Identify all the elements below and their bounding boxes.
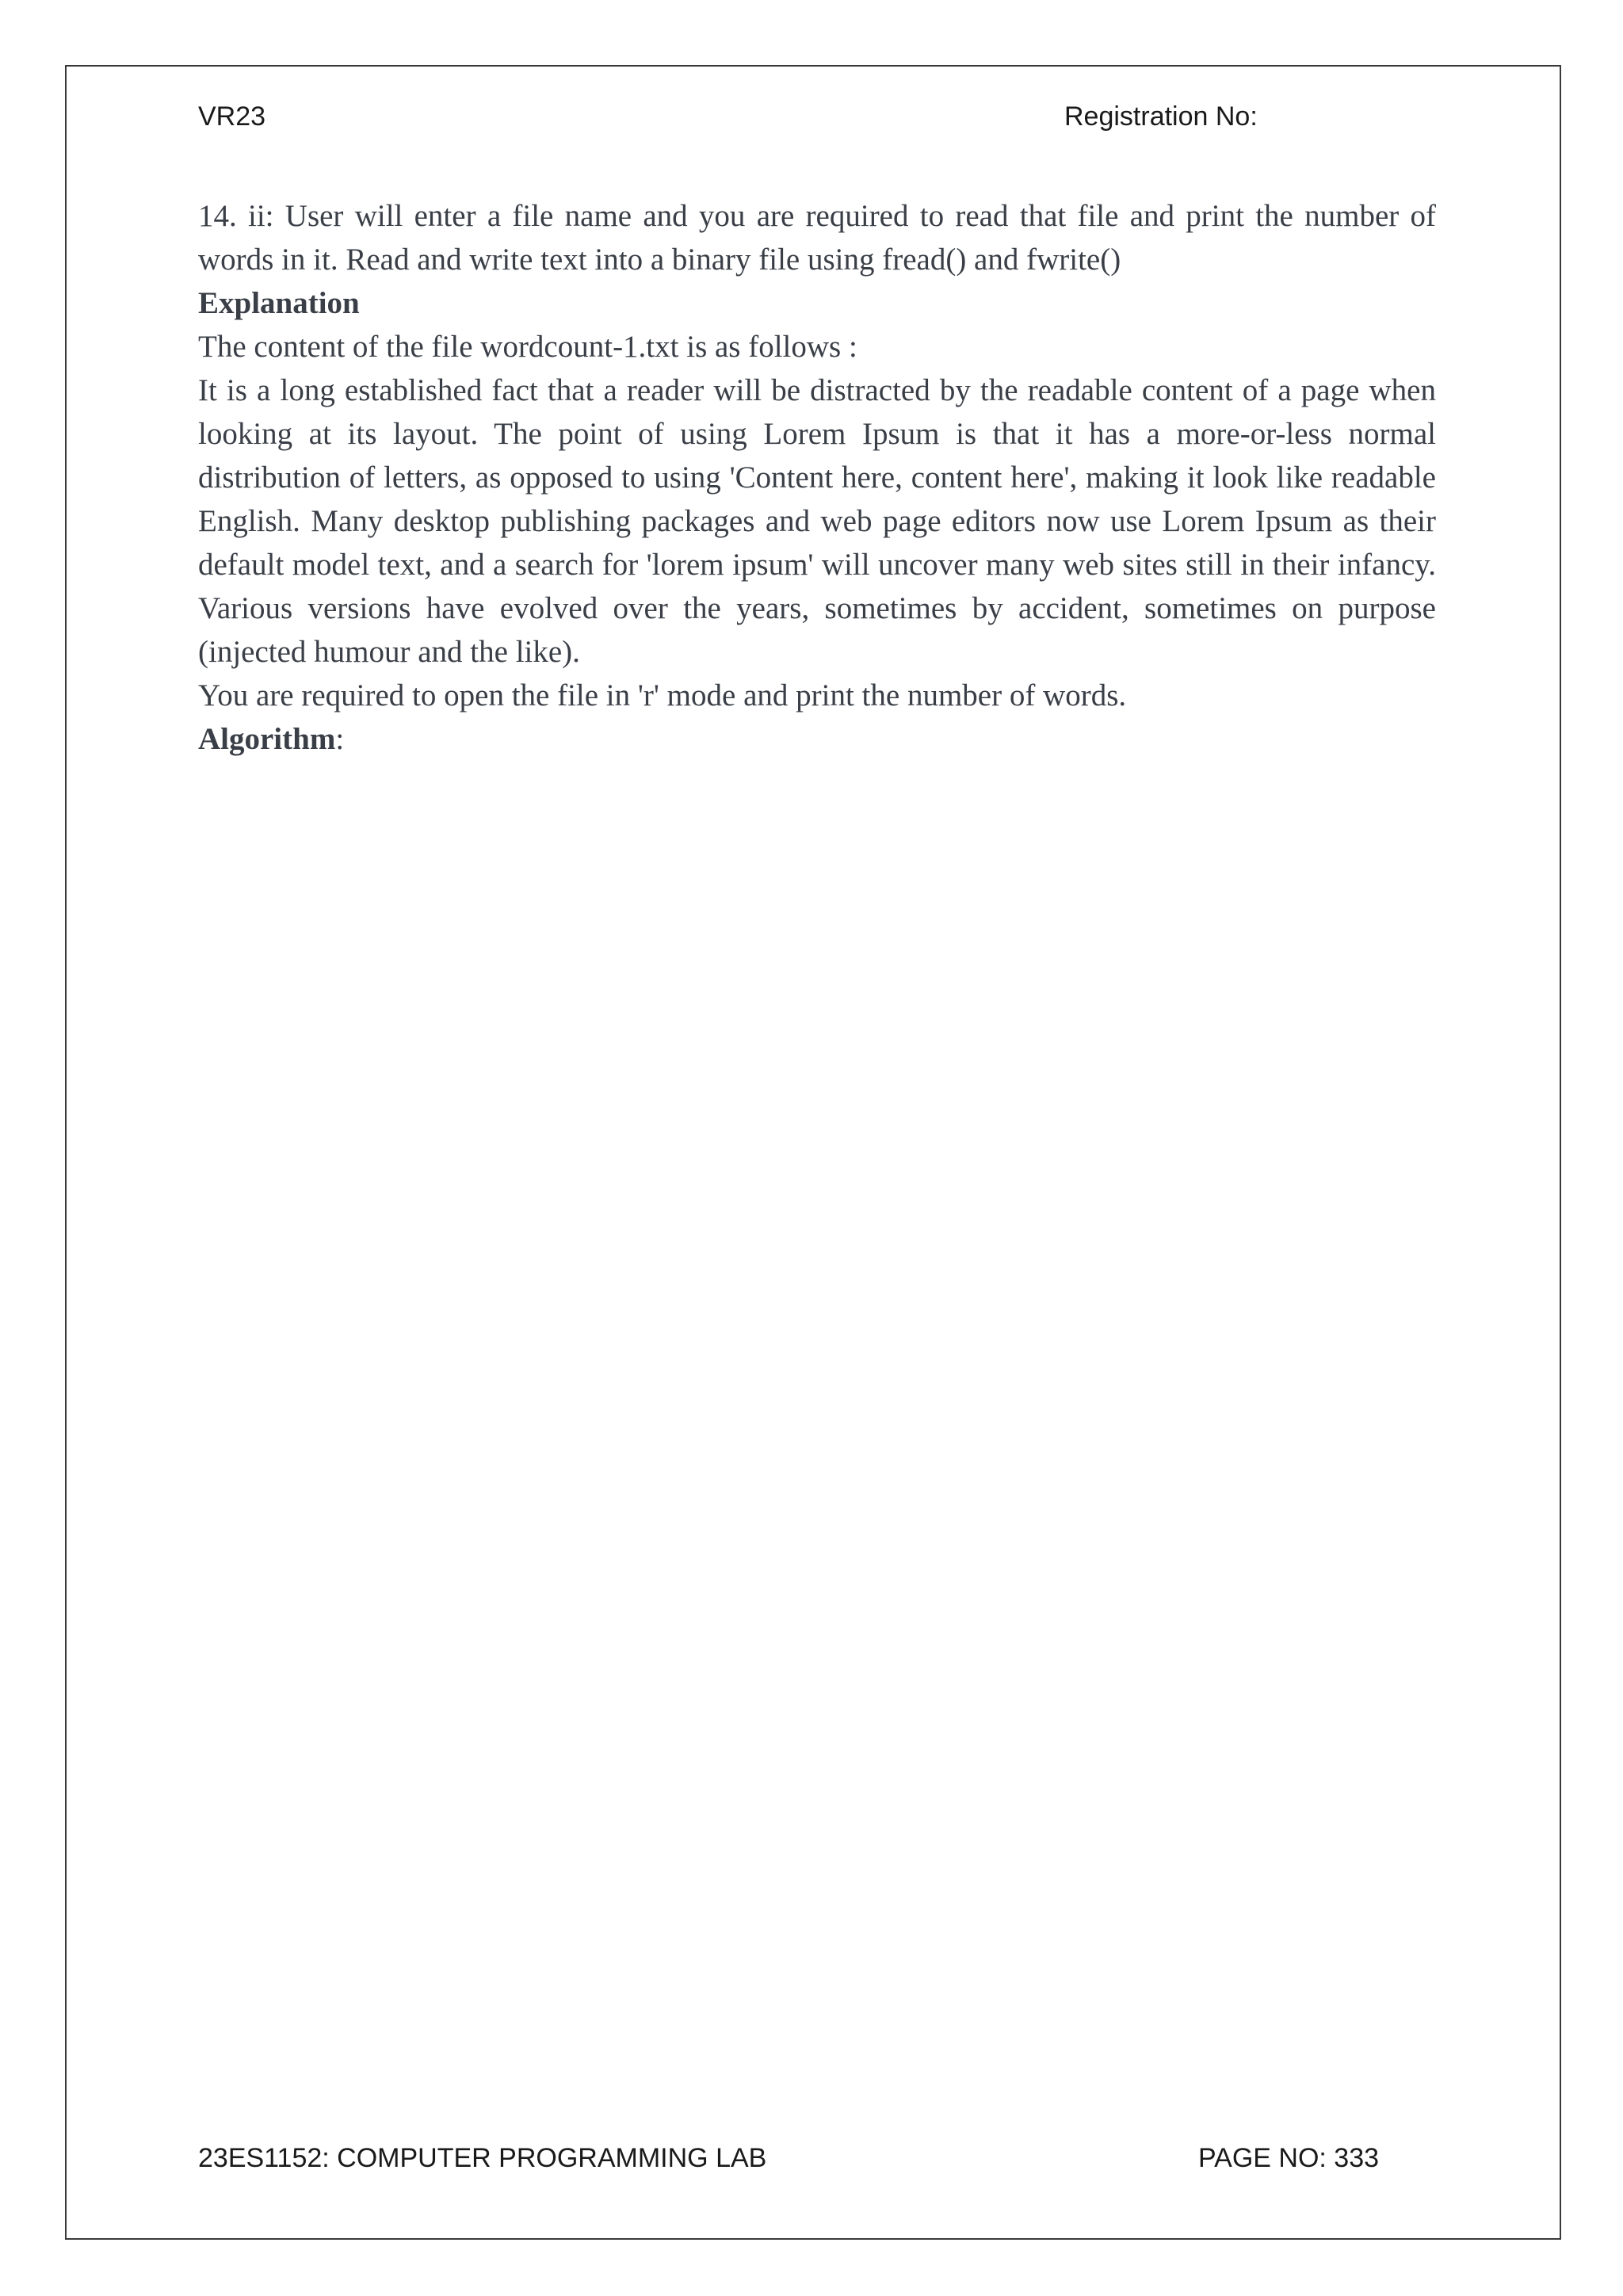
footer-page-number: PAGE NO: 333: [1198, 2143, 1380, 2173]
explanation-heading: Explanation: [198, 286, 360, 320]
file-content-text: It is a long established fact that a reader will be distracted by the readable content of a page when looking at its layout. The point of using Lorem Ipsum is that it has a more-or-less normal distribution of letters, as opposed to using 'Content here, content here', making it look like readable English. Many desktop publishing packages and web page editors now use Lorem Ipsum as their default model text, and a search for 'lorem ipsum' will uncover many web sites still in their infancy. Various versions have evolved over the years, sometimes by accident, sometimes on purpose (injected humour and the like).: [198, 373, 1436, 669]
algorithm-heading: Algorithm: [198, 722, 336, 756]
header-registration-label: Registration No:: [1064, 101, 1258, 132]
question-text: 14. ii: User will enter a file name and you are required to read that file and print the number of words in it. Read and write text into a binary file using fread() and fwrite(): [198, 199, 1436, 277]
algorithm-colon: :: [335, 722, 345, 756]
instruction-text: You are required to open the file in 'r' mode and print the number of words.: [198, 678, 1127, 712]
main-content: [198, 194, 1436, 761]
file-intro-text: The content of the file wordcount-1.txt is as follows :: [198, 330, 857, 364]
algorithm-line: [198, 717, 1436, 761]
header-regulation: VR23: [198, 101, 266, 132]
footer-course-title: 23ES1152: COMPUTER PROGRAMMING LAB: [198, 2143, 767, 2173]
